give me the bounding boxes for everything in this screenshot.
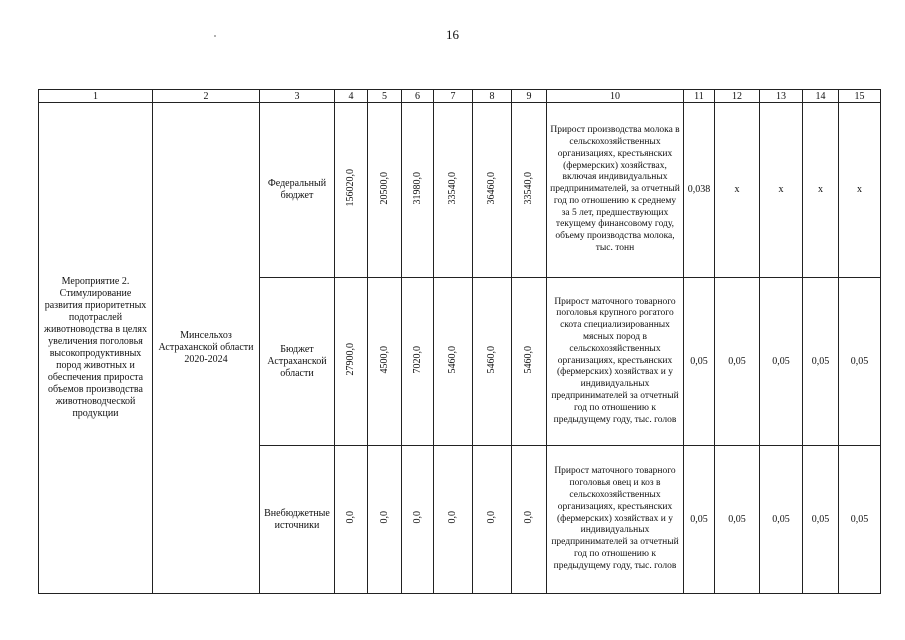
col-header-4: 4 bbox=[335, 90, 368, 103]
funding-source-cell: Бюджет Астраханской области bbox=[260, 278, 335, 446]
finance-year-cell: 33540,0 bbox=[434, 103, 473, 278]
finance-year-cell: 7020,0 bbox=[402, 278, 434, 446]
finance-year-cell: 5460,0 bbox=[434, 278, 473, 446]
indicator-value-cell: 0,05 bbox=[760, 446, 803, 594]
indicator-value-cell: 0,05 bbox=[715, 446, 760, 594]
finance-year-cell: 5460,0 bbox=[512, 278, 547, 446]
col-header-13: 13 bbox=[760, 90, 803, 103]
indicator-cell: Прирост производства молока в сельскохозяйственных организациях, крестьянских (фермерских) хозяйствах, включая индивидуальных предпринимателей, за отчетный год по отношению к среднему за 5 лет, предшествующих текущему финансовому году, объему производства молока, тыс. тонн bbox=[547, 103, 684, 278]
indicator-value-cell: 0,038 bbox=[684, 103, 715, 278]
indicator-value-cell: 0,05 bbox=[715, 278, 760, 446]
indicator-value-cell: х bbox=[760, 103, 803, 278]
finance-year-cell: 0,0 bbox=[368, 446, 402, 594]
finance-total-cell: 156020,0 bbox=[335, 103, 368, 278]
finance-year-cell: 4500,0 bbox=[368, 278, 402, 446]
col-header-14: 14 bbox=[803, 90, 839, 103]
funding-source-cell: Федеральный бюджет bbox=[260, 103, 335, 278]
indicator-value-cell: х bbox=[803, 103, 839, 278]
column-number-row bbox=[39, 90, 881, 103]
col-header-1: 1 bbox=[39, 90, 153, 103]
indicator-cell: Прирост маточного товарного поголовья овец и коз в сельскохозяйственных организациях, крестьянских (фермерских) хозяйствах и у индивидуальных предпринимателей за отчетный год по отношению к предыдущему году, тыс. голов bbox=[547, 446, 684, 594]
col-header-7: 7 bbox=[434, 90, 473, 103]
finance-year-cell: 20500,0 bbox=[368, 103, 402, 278]
program-table bbox=[38, 89, 881, 594]
finance-total-cell: 0,0 bbox=[335, 446, 368, 594]
indicator-value-cell: 0,05 bbox=[839, 278, 881, 446]
col-header-11: 11 bbox=[684, 90, 715, 103]
measure-name-cell: Мероприятие 2. Стимулирование развития приоритетных подотраслей животноводства в целях увеличения поголовья высокопродуктивных пород животных и обеспечения прироста объемов производства животноводческой продукции bbox=[39, 103, 153, 594]
col-header-2: 2 bbox=[153, 90, 260, 103]
indicator-value-cell: 0,05 bbox=[760, 278, 803, 446]
indicator-value-cell: 0,05 bbox=[684, 278, 715, 446]
finance-year-cell: 0,0 bbox=[434, 446, 473, 594]
indicator-value-cell: 0,05 bbox=[803, 446, 839, 594]
table-row bbox=[39, 103, 881, 278]
finance-total-cell: 27900,0 bbox=[335, 278, 368, 446]
indicator-value-cell: 0,05 bbox=[803, 278, 839, 446]
finance-year-cell: 31980,0 bbox=[402, 103, 434, 278]
indicator-value-cell: 0,05 bbox=[684, 446, 715, 594]
col-header-12: 12 bbox=[715, 90, 760, 103]
finance-year-cell: 5460,0 bbox=[473, 278, 512, 446]
finance-year-cell: 0,0 bbox=[402, 446, 434, 594]
col-header-6: 6 bbox=[402, 90, 434, 103]
funding-source-cell: Внебюджетные источники bbox=[260, 446, 335, 594]
col-header-8: 8 bbox=[473, 90, 512, 103]
col-header-9: 9 bbox=[512, 90, 547, 103]
indicator-value-cell: х bbox=[715, 103, 760, 278]
col-header-10: 10 bbox=[547, 90, 684, 103]
page-number: 16 bbox=[446, 27, 459, 42]
indicator-value-cell: 0,05 bbox=[839, 446, 881, 594]
col-header-15: 15 bbox=[839, 90, 881, 103]
executor-cell: Минсельхоз Астраханской области 2020-2024 bbox=[153, 103, 260, 594]
col-header-3: 3 bbox=[260, 90, 335, 103]
finance-year-cell: 36460,0 bbox=[473, 103, 512, 278]
col-header-5: 5 bbox=[368, 90, 402, 103]
finance-year-cell: 0,0 bbox=[512, 446, 547, 594]
scan-speck bbox=[214, 35, 216, 37]
indicator-value-cell: х bbox=[839, 103, 881, 278]
indicator-cell: Прирост маточного товарного поголовья крупного рогатого скота специализированных мясных пород в сельскохозяйственных организациях, крестьянских (фермерских) хозяйствах и у индивидуальных предпринимателей за отчетный год по отношению к предыдущему году, тыс. голов bbox=[547, 278, 684, 446]
finance-year-cell: 33540,0 bbox=[512, 103, 547, 278]
finance-year-cell: 0,0 bbox=[473, 446, 512, 594]
